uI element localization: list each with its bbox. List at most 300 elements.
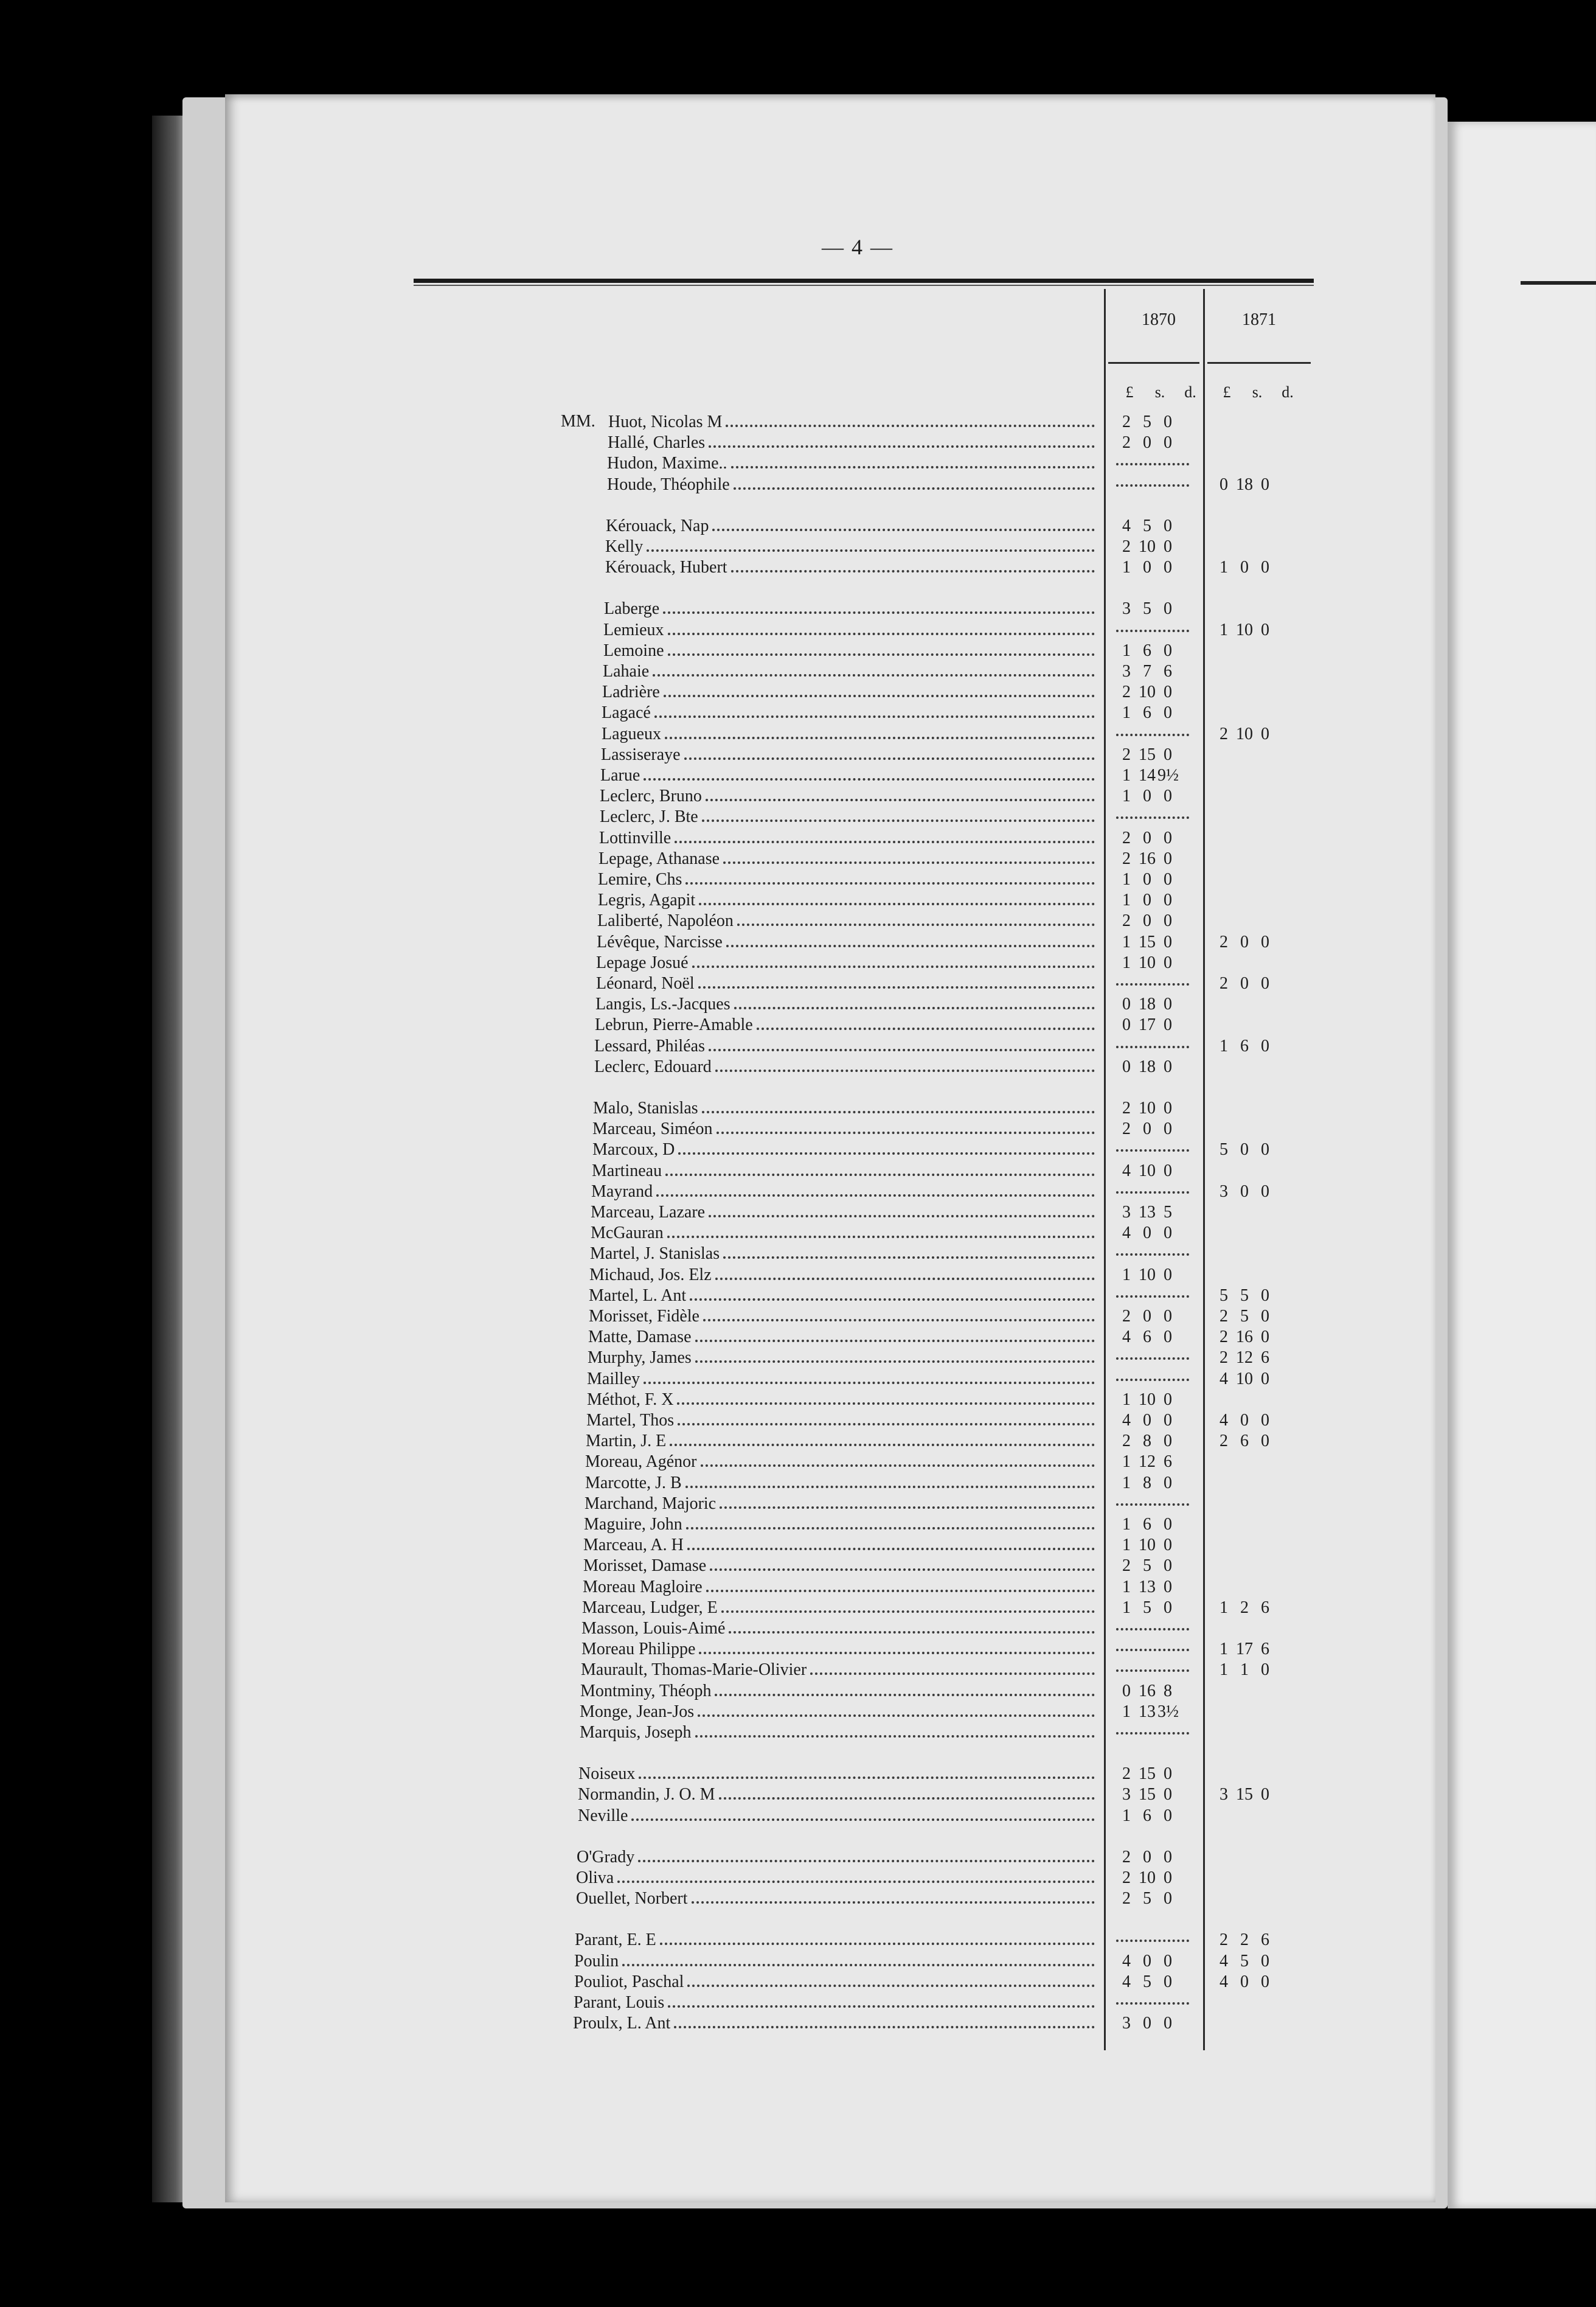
amount-1870-shillings: 10: [1139, 953, 1156, 972]
amount-1870: [1116, 1702, 1178, 1722]
amount-1871-pence: 0: [1261, 725, 1269, 743]
leader-dots: [723, 1256, 1095, 1259]
leader-dots: [709, 1215, 1095, 1217]
ledger-row: [0, 994, 1596, 1015]
amount-1870-blank: [1116, 1357, 1189, 1360]
ledger-row: [0, 1535, 1596, 1556]
subscriber-name-text: Parant, E. E: [575, 1930, 656, 1949]
amount-1871: [1213, 1181, 1275, 1202]
ledger-row: [0, 475, 1596, 495]
amount-1871-shillings: 17: [1236, 1640, 1253, 1658]
amount-1871: [1213, 1972, 1275, 1992]
amount-1871: [1213, 1306, 1275, 1327]
amount-1870-shillings: 13: [1139, 1702, 1156, 1721]
amount-1870-blank: [1116, 1649, 1189, 1651]
subscriber-name-text: Lévêque, Narcisse: [597, 933, 723, 952]
amount-1871-pounds: 4: [1220, 1972, 1228, 1991]
ledger-row: [0, 1951, 1596, 1972]
subscriber-name-text: Marchand, Majoric: [585, 1494, 716, 1513]
subscriber-name-text: Huot, Nicolas M: [608, 412, 723, 431]
amount-1870-shillings: 16: [1139, 1682, 1156, 1700]
amount-1870-shillings: 0: [1143, 1223, 1151, 1242]
leader-dots: [723, 861, 1095, 864]
subscriber-name: [587, 1390, 1095, 1410]
leader-dots: [734, 1007, 1095, 1009]
year-1871-header: 1871: [1242, 310, 1276, 329]
subscriber-name: [600, 807, 1095, 827]
leader-dots: [715, 1070, 1095, 1072]
ledger-row: [0, 1306, 1596, 1327]
amount-1870: [1116, 849, 1178, 869]
amount-1871-pence: 0: [1261, 1972, 1269, 1991]
amount-1870: [1116, 557, 1178, 578]
amount-1870-pence: 9½: [1157, 766, 1179, 785]
amount-1870-shillings: 8: [1143, 1474, 1151, 1492]
ledger-row: [0, 1618, 1596, 1639]
leader-dots: [644, 1382, 1095, 1384]
subscriber-name-text: Moreau, Agénor: [585, 1452, 697, 1471]
subscriber-name: [599, 828, 1095, 849]
subscriber-name: [591, 1223, 1095, 1244]
leader-dots: [702, 1111, 1095, 1113]
leader-dots: [660, 1943, 1095, 1945]
amount-1870-pounds: 1: [1122, 1474, 1131, 1492]
amount-1871-pence: 0: [1261, 1327, 1269, 1346]
amount-1871-pence: 0: [1261, 1307, 1269, 1326]
amount-1871-pounds: 1: [1220, 1598, 1228, 1617]
amount-1870-pounds: 4: [1122, 1161, 1131, 1180]
amount-1870-shillings: 18: [1139, 995, 1156, 1014]
leader-dots: [664, 695, 1095, 697]
subscriber-name: [600, 765, 1095, 786]
amount-1870-shillings: 10: [1139, 1099, 1156, 1118]
amount-1870: [1116, 412, 1178, 433]
ledger-row: [0, 641, 1596, 661]
amount-1870-pounds: 2: [1122, 1119, 1131, 1138]
ledger-row: [0, 1847, 1596, 1868]
subscriber-name: [603, 641, 1095, 661]
amount-1870: [1116, 745, 1178, 765]
amount-1871-shillings: 2: [1240, 1598, 1249, 1617]
leader-dots: [715, 1694, 1095, 1696]
leader-dots: [719, 1797, 1095, 1800]
amount-1870-shillings: 15: [1139, 1785, 1156, 1804]
amount-1871-pounds: 2: [1220, 1327, 1228, 1346]
amount-1870: [1116, 1556, 1178, 1576]
amount-1870-pounds: 3: [1122, 599, 1131, 618]
subscriber-name-text: Moreau Magloire: [583, 1578, 703, 1596]
amount-1870-shillings: 5: [1143, 1556, 1151, 1575]
ledger-row: [0, 1930, 1596, 1950]
amount-1871-shillings: 0: [1240, 933, 1249, 952]
amount-1871-pounds: 1: [1220, 1037, 1228, 1056]
subscriber-name-text: Leclerc, J. Bte: [600, 807, 698, 826]
amount-1870-shillings: 14: [1139, 766, 1156, 785]
subscriber-name-text: Martel, Thos: [586, 1411, 675, 1430]
subscriber-name: [605, 537, 1095, 557]
ledger-row: [0, 412, 1596, 433]
amount-1870-shillings: 0: [1143, 1848, 1151, 1867]
amount-1870-pounds: 1: [1122, 1452, 1131, 1471]
amount-1871-shillings: 10: [1236, 725, 1253, 743]
leader-dots: [647, 549, 1095, 552]
amount-1870-pence: 0: [1164, 870, 1172, 889]
subscriber-name-text: Laliberté, Napoléon: [597, 911, 734, 930]
subscriber-name: [595, 1015, 1095, 1035]
ledger-row: [0, 599, 1596, 619]
amount-1870-pounds: 1: [1122, 1702, 1131, 1721]
subscriber-name: [585, 1494, 1095, 1514]
amount-1871-pounds: 0: [1220, 475, 1228, 494]
amount-1871-pence: 0: [1261, 1140, 1269, 1159]
amount-1870-shillings: 0: [1143, 911, 1151, 930]
amount-1870-pounds: 2: [1122, 1099, 1131, 1118]
amount-1870-shillings: 13: [1139, 1203, 1156, 1222]
ledger-row: [0, 2013, 1596, 2034]
ledger-row: [0, 1036, 1596, 1057]
leader-dots: [737, 924, 1095, 926]
ledger-row: [0, 724, 1596, 745]
amount-1870-shillings: 10: [1139, 1161, 1156, 1180]
amount-1870-blank: [1116, 1628, 1189, 1630]
subscriber-name-text: Langis, Ls.-Jacques: [595, 995, 730, 1014]
leader-dots: [734, 487, 1095, 490]
ledger-row: [0, 1992, 1596, 2013]
leader-dots: [729, 1631, 1095, 1634]
year-1871-rule: [1207, 362, 1311, 364]
amount-1871-pounds: 4: [1220, 1369, 1228, 1388]
ledger-row: [0, 807, 1596, 827]
subscriber-name: [586, 1410, 1095, 1431]
amount-1870-pence: 0: [1164, 1598, 1172, 1617]
subscriber-name-text: Leclerc, Bruno: [600, 787, 702, 806]
amount-1871: [1213, 1598, 1275, 1618]
leader-dots: [622, 1964, 1095, 1966]
amount-1870-shillings: 15: [1139, 1764, 1156, 1783]
subscriber-name-text: Pouliot, Paschal: [574, 1972, 684, 1991]
amount-1871-shillings: 18: [1236, 475, 1253, 494]
amount-1871: [1213, 1639, 1275, 1660]
subscriber-name-text: Marcoux, D: [592, 1140, 675, 1159]
amount-1871: [1213, 1286, 1275, 1306]
leader-dots: [668, 653, 1095, 656]
amount-1870: [1116, 1223, 1178, 1244]
subscriber-name-text: Laberge: [604, 599, 660, 618]
pence-label: d.: [1184, 383, 1196, 401]
ledger-row: [0, 1722, 1596, 1743]
leader-dots: [678, 1152, 1095, 1155]
subscriber-name-text: Kérouack, Hubert: [605, 558, 727, 577]
amount-1871-shillings: 0: [1240, 1182, 1249, 1201]
subscriber-name: [585, 1452, 1095, 1472]
amount-1871-pence: 0: [1261, 1432, 1269, 1450]
amount-1870-shillings: 6: [1143, 1327, 1151, 1346]
ledger-row: [0, 1015, 1596, 1035]
amount-1870-shillings: 5: [1143, 1889, 1151, 1908]
amount-1870: [1116, 994, 1178, 1015]
subscriber-name: [605, 557, 1095, 578]
amount-1871-shillings: 16: [1236, 1327, 1253, 1346]
amount-1870-shillings: 15: [1139, 745, 1156, 764]
ledger-row: [0, 1286, 1596, 1306]
amount-1870-blank: [1116, 1149, 1189, 1152]
subscriber-name: [574, 1972, 1095, 1992]
amount-1870-pence: 8: [1164, 1682, 1172, 1700]
subscriber-name-text: Mailley: [587, 1369, 640, 1388]
year-1870-header: 1870: [1142, 310, 1176, 329]
amount-1870-pence: 0: [1164, 1099, 1172, 1118]
ledger-row: [0, 1098, 1596, 1119]
amount-1871: [1213, 1930, 1275, 1950]
subscriber-name: [608, 412, 1095, 433]
amount-1870: [1116, 911, 1178, 931]
ledger-row: [0, 911, 1596, 931]
subscriber-name-text: Neville: [578, 1806, 628, 1825]
leader-dots: [675, 841, 1095, 843]
facing-page-rule: [1521, 281, 1596, 285]
subscriber-name: [597, 932, 1095, 953]
ledger-row: [0, 620, 1596, 641]
subscriber-name-text: Houde, Théophile: [607, 475, 730, 494]
ledger-row: [0, 1390, 1596, 1410]
amount-1870: [1116, 869, 1178, 890]
amount-1870-shillings: 0: [1143, 1307, 1151, 1326]
amount-1871-pence: 0: [1261, 933, 1269, 952]
leader-dots: [685, 1486, 1095, 1488]
leader-dots: [698, 1714, 1095, 1717]
subscriber-name-text: Lahaie: [603, 662, 650, 681]
subscriber-name: [604, 599, 1095, 619]
amount-1870-shillings: 7: [1143, 662, 1151, 681]
subscriber-name: [594, 1036, 1095, 1057]
amount-1870-shillings: 13: [1139, 1578, 1156, 1596]
subscriber-name-text: Lagacé: [602, 703, 651, 722]
amount-1871-pounds: 5: [1220, 1140, 1228, 1159]
subscriber-name: [585, 1473, 1095, 1494]
amount-1870-pounds: 0: [1122, 995, 1131, 1014]
amount-1870-shillings: 0: [1143, 870, 1151, 889]
amount-1870-pounds: 4: [1122, 517, 1131, 535]
amount-1871-shillings: 0: [1240, 974, 1249, 993]
amount-1870-pence: 0: [1164, 933, 1172, 952]
ledger-row: [0, 557, 1596, 578]
amount-1870: [1116, 1473, 1178, 1494]
amount-1870-pence: 0: [1164, 558, 1172, 577]
ledger-row: [0, 1556, 1596, 1576]
amount-1870-pounds: 1: [1122, 1265, 1131, 1284]
leader-dots: [810, 1672, 1095, 1675]
amount-1871-pounds: 1: [1220, 1640, 1228, 1658]
pounds-label: £: [1223, 383, 1231, 401]
amount-1870-blank: [1116, 1669, 1189, 1672]
subscriber-name-text: Marceau, A. H: [583, 1536, 684, 1554]
amount-1870-pounds: 3: [1122, 1785, 1131, 1804]
subscriber-name: [581, 1660, 1095, 1680]
amount-1870-blank: [1116, 1940, 1189, 1942]
ledger-row: [0, 1265, 1596, 1286]
ledger-row: [0, 890, 1596, 911]
amount-1870: [1116, 537, 1178, 557]
subscriber-name-text: Lemoine: [603, 641, 664, 660]
amount-1871-shillings: 2: [1240, 1930, 1249, 1949]
leader-dots: [720, 1506, 1095, 1509]
amount-1870-pounds: 2: [1122, 683, 1131, 701]
subscriber-name: [583, 1577, 1095, 1598]
amount-1870-pounds: 1: [1122, 787, 1131, 806]
subscriber-name-text: Ladrière: [602, 683, 660, 701]
amount-1870-pounds: 2: [1122, 911, 1131, 930]
leader-dots: [690, 1298, 1095, 1301]
leader-dots: [712, 529, 1095, 531]
subscriber-name: [592, 1119, 1095, 1140]
amount-1870-pounds: 3: [1122, 662, 1131, 681]
subscriber-name: [588, 1327, 1095, 1348]
amount-1870-pounds: 4: [1122, 1972, 1131, 1991]
amount-1870-pence: 0: [1164, 1432, 1172, 1450]
subscriber-name-text: Leclerc, Edouard: [594, 1057, 712, 1076]
amount-1871-pounds: 2: [1220, 1307, 1228, 1326]
ledger-row: [0, 1784, 1596, 1805]
ledger-row: [0, 1410, 1596, 1431]
amount-1870-pence: 5: [1164, 1203, 1172, 1222]
subscriber-name: [602, 682, 1095, 703]
amount-1870-pounds: 2: [1122, 829, 1131, 847]
amount-1871: [1213, 1369, 1275, 1390]
subscriber-name: [592, 1140, 1095, 1160]
amount-1870-pence: 0: [1164, 1536, 1172, 1554]
amount-1870-pence: 0: [1164, 745, 1172, 764]
amount-1870: [1116, 1265, 1178, 1286]
pounds-label: £: [1125, 383, 1134, 401]
subscriber-name-text: Lagueux: [602, 725, 661, 743]
leader-dots: [644, 778, 1095, 781]
ledger-row: [0, 1369, 1596, 1390]
leader-dots: [692, 966, 1095, 968]
ledger-row: [0, 1494, 1596, 1514]
amount-1870-pounds: 2: [1122, 849, 1131, 868]
leader-dots: [631, 1818, 1095, 1821]
units-header-1871: [1212, 383, 1303, 402]
amount-1871-shillings: 12: [1236, 1348, 1253, 1367]
amount-1871-pounds: 2: [1220, 725, 1228, 743]
amount-1870: [1116, 641, 1178, 661]
amount-1871-pounds: 2: [1220, 1432, 1228, 1450]
amount-1870-blank: [1116, 484, 1189, 487]
amount-1870-blank: [1116, 983, 1189, 986]
amount-1871-shillings: 5: [1240, 1286, 1249, 1305]
amount-1870-shillings: 6: [1143, 703, 1151, 722]
amount-1870-shillings: 17: [1139, 1015, 1156, 1034]
amount-1870-shillings: 10: [1139, 683, 1156, 701]
amount-1870-blank: [1116, 1503, 1189, 1506]
amount-1870-blank: [1116, 1732, 1189, 1735]
subscriber-name: [596, 953, 1095, 973]
subscriber-name-text: Martel, L. Ant: [589, 1286, 687, 1305]
amount-1870-pounds: 1: [1122, 558, 1131, 577]
subscriber-name-text: Legris, Agapit: [598, 891, 696, 910]
amount-1870: [1116, 1514, 1178, 1535]
subscriber-name: [580, 1722, 1095, 1743]
amount-1871: [1213, 1036, 1275, 1057]
amount-1870: [1116, 433, 1178, 453]
amount-1870: [1116, 1057, 1178, 1077]
ledger-row: [0, 537, 1596, 557]
amount-1870-shillings: 10: [1139, 537, 1156, 556]
amount-1870-pence: 0: [1164, 1307, 1172, 1326]
amount-1871: [1213, 724, 1275, 745]
leader-dots: [656, 1194, 1095, 1197]
amount-1870-pence: 0: [1164, 641, 1172, 660]
amount-1870-pence: 0: [1164, 1119, 1172, 1138]
subscriber-name-text: Malo, Stanislas: [593, 1099, 698, 1118]
amount-1871: [1213, 1784, 1275, 1805]
amount-1870-pence: 0: [1164, 1411, 1172, 1430]
amount-1870: [1116, 516, 1178, 537]
amount-1871-pence: 6: [1261, 1930, 1269, 1949]
units-header-1870: [1114, 383, 1206, 402]
amount-1870-shillings: 15: [1139, 933, 1156, 952]
leader-dots: [687, 1548, 1095, 1550]
leader-dots: [668, 633, 1095, 635]
subscriber-name-text: Poulin: [574, 1952, 619, 1971]
amount-1870-shillings: 0: [1143, 1952, 1151, 1971]
ledger-row: [0, 828, 1596, 849]
amount-1870-pence: 0: [1164, 1848, 1172, 1867]
subscriber-name-text: Martineau: [592, 1161, 662, 1180]
leader-dots: [709, 445, 1095, 448]
subscriber-name: [577, 1847, 1095, 1868]
subscriber-name: [590, 1244, 1095, 1264]
ledger-row: [0, 1681, 1596, 1702]
amount-1870-shillings: 16: [1139, 849, 1156, 868]
ledger-row: [0, 1348, 1596, 1368]
subscriber-name-text: Lepage Josué: [596, 953, 689, 972]
ledger-row: [0, 1764, 1596, 1784]
amount-1871-shillings: 10: [1236, 621, 1253, 639]
ledger-row: [0, 661, 1596, 682]
subscriber-name: [588, 1348, 1095, 1368]
amount-1871-pounds: 1: [1220, 1660, 1228, 1679]
leader-dots: [721, 1610, 1095, 1613]
amount-1871-shillings: 10: [1236, 1369, 1253, 1388]
subscriber-name-text: Lebrun, Pierre-Amable: [595, 1015, 753, 1034]
amount-1870-pence: 0: [1164, 2014, 1172, 2033]
amount-1870-pounds: 0: [1122, 1057, 1131, 1076]
amount-1871-shillings: 6: [1240, 1432, 1249, 1450]
leader-dots: [674, 2026, 1095, 2028]
leader-dots: [710, 1568, 1095, 1571]
shillings-label: s.: [1252, 383, 1263, 401]
leader-dots: [731, 466, 1095, 468]
amount-1870: [1116, 1681, 1178, 1702]
leader-dots: [695, 1735, 1095, 1738]
ledger-row: [0, 1327, 1596, 1348]
subscriber-name: [583, 1535, 1095, 1556]
amount-1870-blank: [1116, 463, 1189, 465]
amount-1870: [1116, 1327, 1178, 1348]
amount-1870-shillings: 0: [1143, 829, 1151, 847]
amount-1870: [1116, 1431, 1178, 1452]
leader-dots: [699, 1652, 1095, 1654]
subscriber-name-text: Montminy, Théoph: [580, 1682, 712, 1700]
subscriber-name-text: Maguire, John: [584, 1515, 682, 1534]
leader-dots: [668, 2005, 1095, 2008]
subscriber-name: [607, 453, 1095, 474]
subscriber-name-text: Martin, J. E: [586, 1432, 667, 1450]
amount-1870-shillings: 5: [1143, 599, 1151, 618]
amount-1871-pence: 0: [1261, 974, 1269, 993]
amount-1871: [1213, 1951, 1275, 1972]
